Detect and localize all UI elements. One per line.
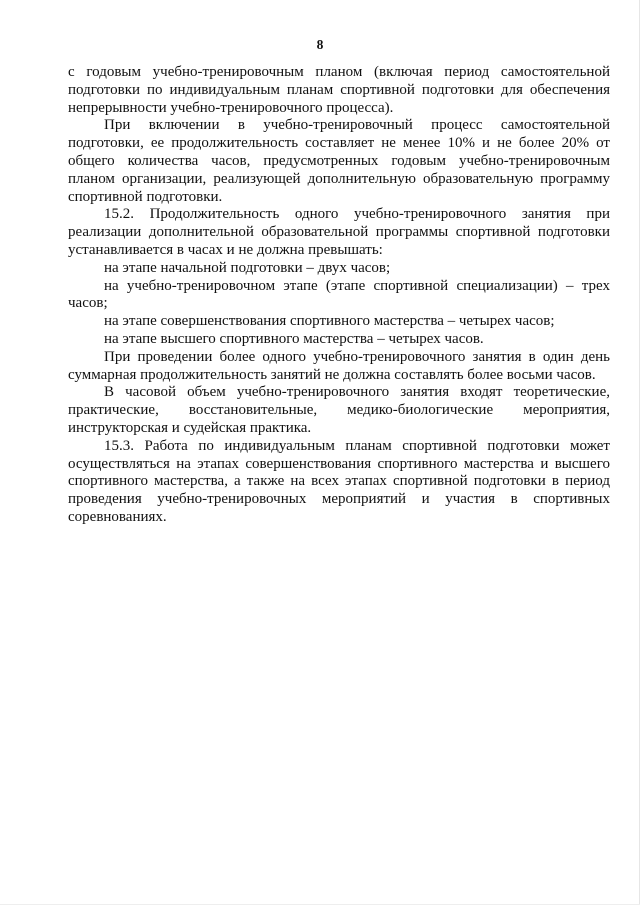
paragraph-multiple-sessions: При проведении более одного учебно-тренировочного занятия в один день суммарная продолжительность занятий не должна составлять более восьми часов. <box>68 348 610 383</box>
list-item-higher-mastery-stage: на этапе высшего спортивного мастерства – четырех часов. <box>104 330 484 347</box>
list-item-initial-stage: на этапе начальной подготовки – двух часов; <box>104 259 391 276</box>
list-item-improvement-stage: на этапе совершенствования спортивного мастерства – четырех часов; <box>104 313 555 330</box>
page-number: 8 <box>316 37 324 52</box>
paragraph-continuation: с годовым учебно-тренировочным планом (включая период самостоятельной подготовки по индивидуальным планам спортивной подготовки для обеспечения непрерывности учебно-тренировочного процесса). <box>68 64 610 116</box>
paragraph-15-3: 15.3. Работа по индивидуальным планам спортивной подготовки может осуществляться на этапах совершенствования спортивного мастерства и высшего спортивного мастерства, а также на всех этапах спортивной подготовки в период проведения учебно-тренировочных мероприятий и участия в спортивных соревнованиях. <box>68 437 610 525</box>
document-body <box>68 64 610 527</box>
paragraph-15-2: 15.2. Продолжительность одного учебно-тренировочного занятия при реализации дополнительной образовательной программы спортивной подготовки устанавливается в часах и не должна превышать: <box>68 206 610 258</box>
paragraph-self-training-duration: При включении в учебно-тренировочный процесс самостоятельной подготовки, ее продолжительность составляет не менее 10% и не более 20% от общего количества часов, предусмотренных годовым учебно-тренировочным планом организации, реализующей дополнительную образовательную программу спортивной подготовки. <box>68 117 610 205</box>
list-item-training-stage: на учебно-тренировочном этапе (этапе спортивной специализации) – трех часов; <box>68 277 610 312</box>
paragraph-hourly-volume: В часовой объем учебно-тренировочного занятия входят теоретические, практические, восстановительные, медико-биологические мероприятия, инструкторская и судейская практика. <box>68 384 610 436</box>
